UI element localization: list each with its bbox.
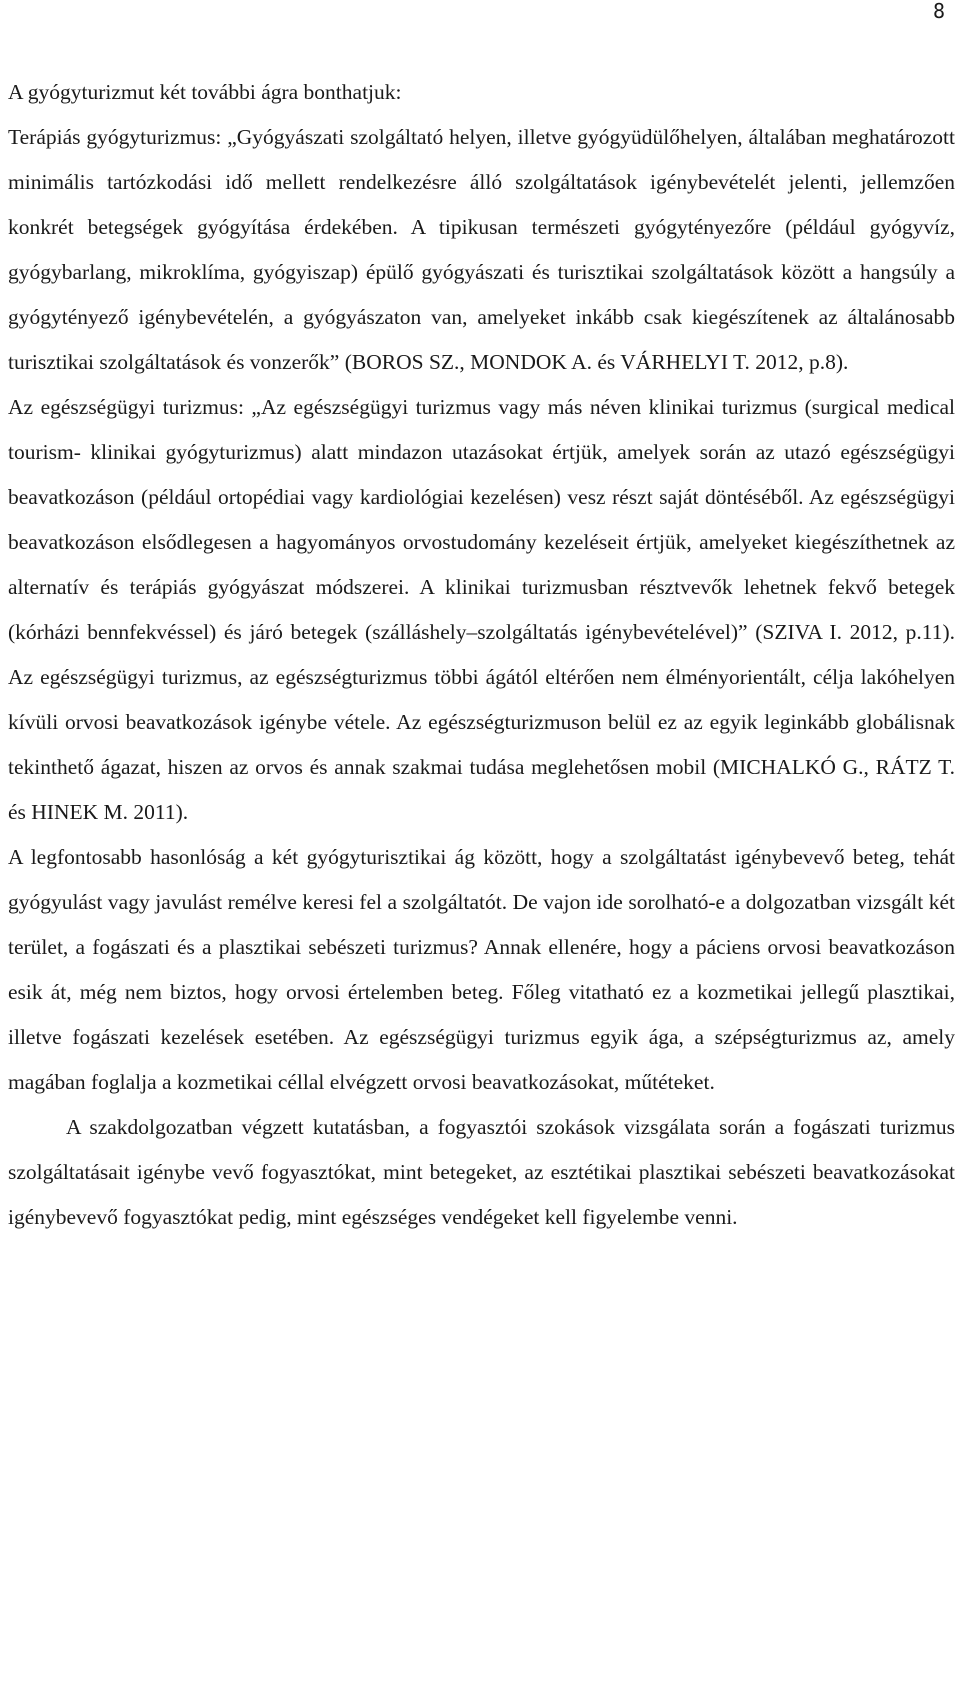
paragraph-therapeutic-health-tourism: Terápiás gyógyturizmus: „Gyógyászati szolgáltató helyen, illetve gyógyüdülőhelyen, általában meghatározott minimális tartózkodási idő mellett rendelkezésre álló szolgáltatások igénybevételét jelenti, jellemzően konkrét betegségek gyógyítása érdekében. A tipikusan természeti gyógytényezőre (például gyógyvíz, gyógybarlang, mikroklíma, gyógyiszap) épülő gyógyászati és turisztikai szolgáltatások között a hangsúly a gyógytényező igénybevételén, a gyógyászaton van, amelyeket inkább csak kiegészítenek az általánosabb turisztikai szolgáltatások és vonzerők” (BOROS SZ., MONDOK A. és VÁRHELYI T. 2012, p.8).	[8, 125, 955, 374]
document-body	[8, 70, 955, 1240]
paragraph-similarity: A legfontosabb hasonlóság a két gyógyturisztikai ág között, hogy a szolgáltatást igénybevevő beteg, tehát gyógyulást vagy javulást remélve keresi fel a szolgáltatót. De vajon ide sorolható-e a dolgozatban vizsgált két terület, a fogászati és a plasztikai sebészeti turizmus? Annak ellenére, hogy a páciens orvosi beavatkozáson esik át, még nem biztos, hogy orvosi értelemben beteg. Főleg vitatható ez a kozmetikai jellegű plasztikai, illetve fogászati kezelések esetében. Az egészségügyi turizmus egyik ága, a szépségturizmus az, amely magában foglalja a kozmetikai céllal elvégzett orvosi beavatkozásokat, műtéteket.	[8, 845, 955, 1094]
paragraph-intro: A gyógyturizmut két további ágra bonthatjuk:	[8, 80, 402, 104]
paragraph-medical-tourism: Az egészségügyi turizmus: „Az egészségügyi turizmus vagy más néven klinikai turizmus (surgical medical tourism- klinikai gyógyturizmus) alatt mindazon utazásokat értjük, amelyek során az utazó egészségügyi beavatkozáson (például ortopédiai vagy kardiológiai kezelésen) vesz részt saját döntéséből. Az egészségügyi beavatkozáson elsődlegesen a hagyományos orvostudomány kezeléseit értjük, amelyeket kiegészíthetnek az alternatív és terápiás gyógyászat módszerei. A klinikai turizmusban résztvevők lehetnek fekvő betegek (kórházi bennfekvéssel) és járó betegek (szálláshely–szolgáltatás igénybevételével)” (SZIVA I. 2012, p.11). Az egészségügyi turizmus, az egészségturizmus többi ágától eltérően nem élményorientált, célja lakóhelyen kívüli orvosi beavatkozások igénybe vétele. Az egészségturizmuson belül ez az egyik leginkább globálisnak tekinthető ágazat, hiszen az orvos és annak szakmai tudása meglehetősen mobil (MICHALKÓ G., RÁTZ T. és HINEK M. 2011).	[8, 395, 955, 824]
paragraph-research: A szakdolgozatban végzett kutatásban, a fogyasztói szokások vizsgálata során a fogászati turizmus szolgáltatásait igénybe vevő fogyasztókat, mint betegeket, az esztétikai plasztikai sebészeti beavatkozásokat igénybevevő fogyasztókat pedig, mint egészséges vendégeket kell figyelembe venni.	[8, 1115, 955, 1229]
page-number: 8	[933, 0, 946, 23]
